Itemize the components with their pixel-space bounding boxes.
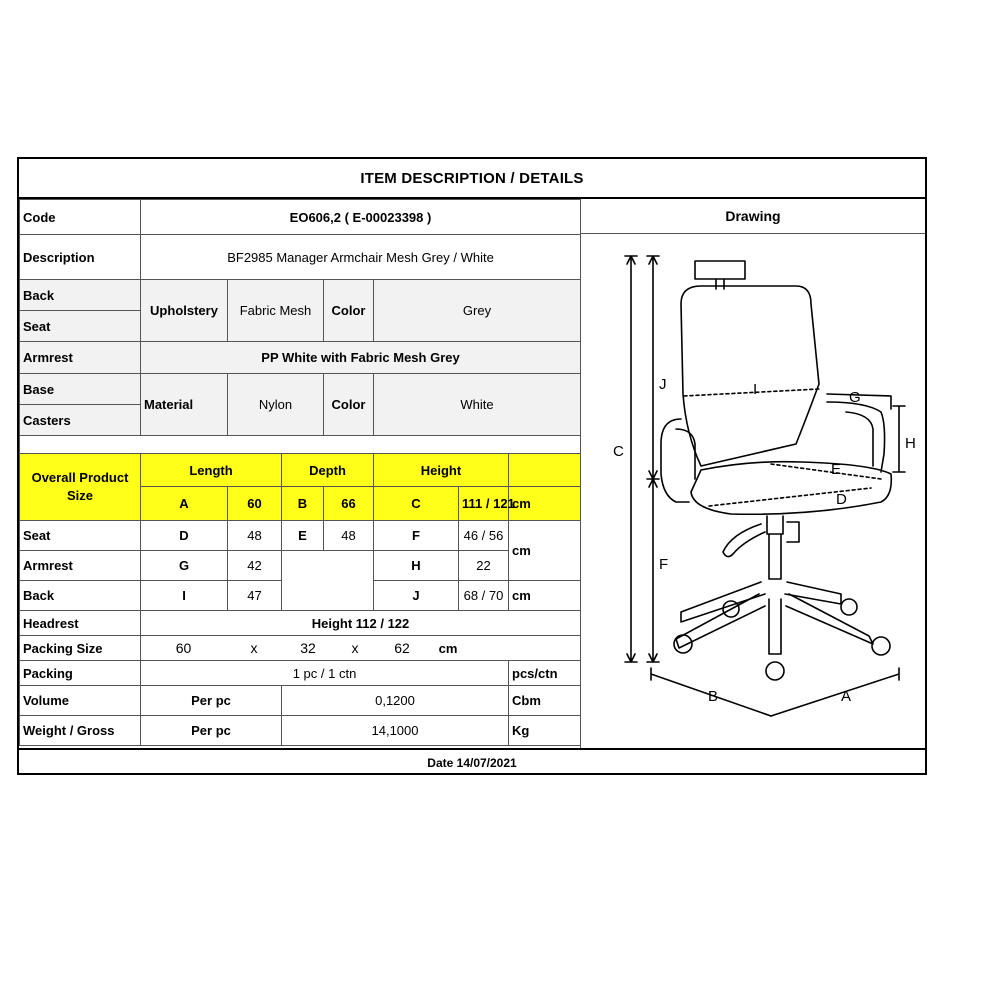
drawing-header: Drawing	[580, 199, 925, 234]
base-color-label: Color	[324, 374, 374, 436]
caster-1	[674, 635, 692, 653]
b-label: B	[282, 487, 324, 521]
base-label: Base	[20, 374, 141, 405]
row-base	[20, 374, 581, 405]
row-back	[20, 280, 581, 311]
row-headrest	[20, 611, 581, 636]
armrest-value: PP White with Fabric Mesh Grey	[141, 342, 581, 374]
armrest-label: Armrest	[20, 342, 141, 374]
row-weight	[20, 716, 581, 746]
material-value: Nylon	[228, 374, 324, 436]
e-label: E	[282, 521, 324, 551]
i-value: 47	[228, 581, 282, 611]
base-leg-back-right	[785, 582, 841, 604]
label-a: A	[841, 688, 852, 705]
pack-length: 60	[175, 640, 192, 656]
label-j: J	[659, 376, 667, 393]
pack-x2: x	[351, 640, 359, 656]
gas-lift	[767, 516, 799, 579]
base-leg-front-left	[676, 594, 765, 648]
sheet-title: ITEM DESCRIPTION / DETAILS	[19, 159, 925, 199]
chair-drawing	[581, 234, 925, 748]
base-color-value: White	[374, 374, 581, 436]
code-label: Code	[20, 200, 141, 235]
base-leg-back-left	[681, 582, 765, 622]
packing-size-values	[141, 636, 581, 661]
weight-per: Per pc	[141, 716, 282, 746]
code-value: EO606,2 ( E-00023398 )	[141, 200, 581, 235]
volume-value: 0,1200	[282, 686, 509, 716]
size-blank-cell	[509, 454, 581, 487]
weight-unit: Kg	[509, 716, 581, 746]
backrest-outline	[681, 286, 819, 466]
pack-unit: cm	[438, 641, 458, 656]
label-h: H	[905, 435, 916, 452]
caster-4	[841, 599, 857, 615]
headrest-label: Headrest	[20, 611, 141, 636]
f-label: F	[374, 521, 459, 551]
row-size-headers	[20, 454, 581, 487]
row-armrest	[20, 342, 581, 374]
packing-unit: pcs/ctn	[509, 661, 581, 686]
armrest-left-outline	[661, 419, 695, 502]
h-value: 22	[459, 551, 509, 581]
dim-line-i	[684, 389, 819, 396]
dim-line-j-f	[647, 256, 659, 662]
row-seat-dims	[20, 521, 581, 551]
b-value: 66	[324, 487, 374, 521]
dim-line-h	[893, 406, 905, 472]
a-label: A	[141, 487, 228, 521]
volume-unit: Cbm	[509, 686, 581, 716]
label-f: F	[659, 556, 669, 573]
c-label: C	[374, 487, 459, 521]
label-c: C	[613, 443, 624, 460]
label-i: I	[753, 381, 758, 398]
back-unit: cm	[509, 581, 581, 611]
row-spacer	[20, 436, 581, 454]
g-value: 42	[228, 551, 282, 581]
pack-x1: x	[250, 640, 258, 656]
description-value: BF2985 Manager Armchair Mesh Grey / White	[141, 235, 581, 280]
drawing-area	[580, 234, 925, 748]
height-label: Height	[374, 454, 509, 487]
back-label: Back	[20, 280, 141, 311]
weight-value: 14,1000	[282, 716, 509, 746]
dim-line-a	[771, 668, 899, 716]
f-value: 46 / 56	[459, 521, 509, 551]
seat-label: Seat	[20, 311, 141, 342]
volume-per: Per pc	[141, 686, 282, 716]
row-packing-size	[20, 636, 581, 661]
label-d: D	[836, 491, 847, 508]
row-description	[20, 235, 581, 280]
casters-label: Casters	[20, 405, 141, 436]
pack-height: 62	[394, 640, 410, 656]
row-packing	[20, 661, 581, 686]
packing-label: Packing	[20, 661, 141, 686]
headrest-value: Height 112 / 122	[141, 611, 581, 636]
seat-armrest-unit: cm	[509, 521, 581, 581]
material-label: Material	[141, 374, 228, 436]
label-b: B	[708, 688, 719, 705]
back-color-value: Grey	[374, 280, 581, 342]
row-armrest-dims	[20, 551, 581, 581]
caster-5	[766, 662, 784, 680]
packing-value: 1 pc / 1 ctn	[141, 661, 509, 686]
lever	[723, 524, 765, 557]
j-label: J	[374, 581, 459, 611]
volume-label: Volume	[20, 686, 141, 716]
depth-label: Depth	[282, 454, 374, 487]
armrest-back-blank	[282, 551, 374, 611]
spec-table	[19, 199, 581, 746]
back-dims-label: Back	[20, 581, 141, 611]
spec-sheet	[17, 157, 927, 775]
overall-size-label: Overall Product Size	[20, 454, 141, 521]
label-g: G	[849, 389, 861, 406]
weight-label: Weight / Gross	[20, 716, 141, 746]
label-e: E	[831, 461, 842, 478]
row-volume	[20, 686, 581, 716]
description-label: Description	[20, 235, 141, 280]
caster-2	[872, 637, 890, 655]
dim-line-c	[625, 256, 637, 662]
back-color-label: Color	[324, 280, 374, 342]
c-value: 111 / 121	[459, 487, 509, 521]
row-code	[20, 200, 581, 235]
pack-width: 32	[300, 640, 316, 656]
g-label: G	[141, 551, 228, 581]
a-value: 60	[228, 487, 282, 521]
i-label: I	[141, 581, 228, 611]
j-value: 68 / 70	[459, 581, 509, 611]
footer-date: Date 14/07/2021	[19, 748, 925, 775]
seat-dims-label: Seat	[20, 521, 141, 551]
upholstery-label: Upholstery	[141, 280, 228, 342]
base-leg-front	[769, 599, 781, 654]
size-unit: cm	[509, 487, 581, 521]
d-value: 48	[228, 521, 282, 551]
packing-size-label: Packing Size	[20, 636, 141, 661]
spacer-cell	[20, 436, 581, 454]
e-value: 48	[324, 521, 374, 551]
headrest-outline	[695, 261, 745, 289]
d-label: D	[141, 521, 228, 551]
length-label: Length	[141, 454, 282, 487]
armrest-dims-label: Armrest	[20, 551, 141, 581]
upholstery-value: Fabric Mesh	[228, 280, 324, 342]
seat-outline	[691, 462, 891, 515]
h-label: H	[374, 551, 459, 581]
